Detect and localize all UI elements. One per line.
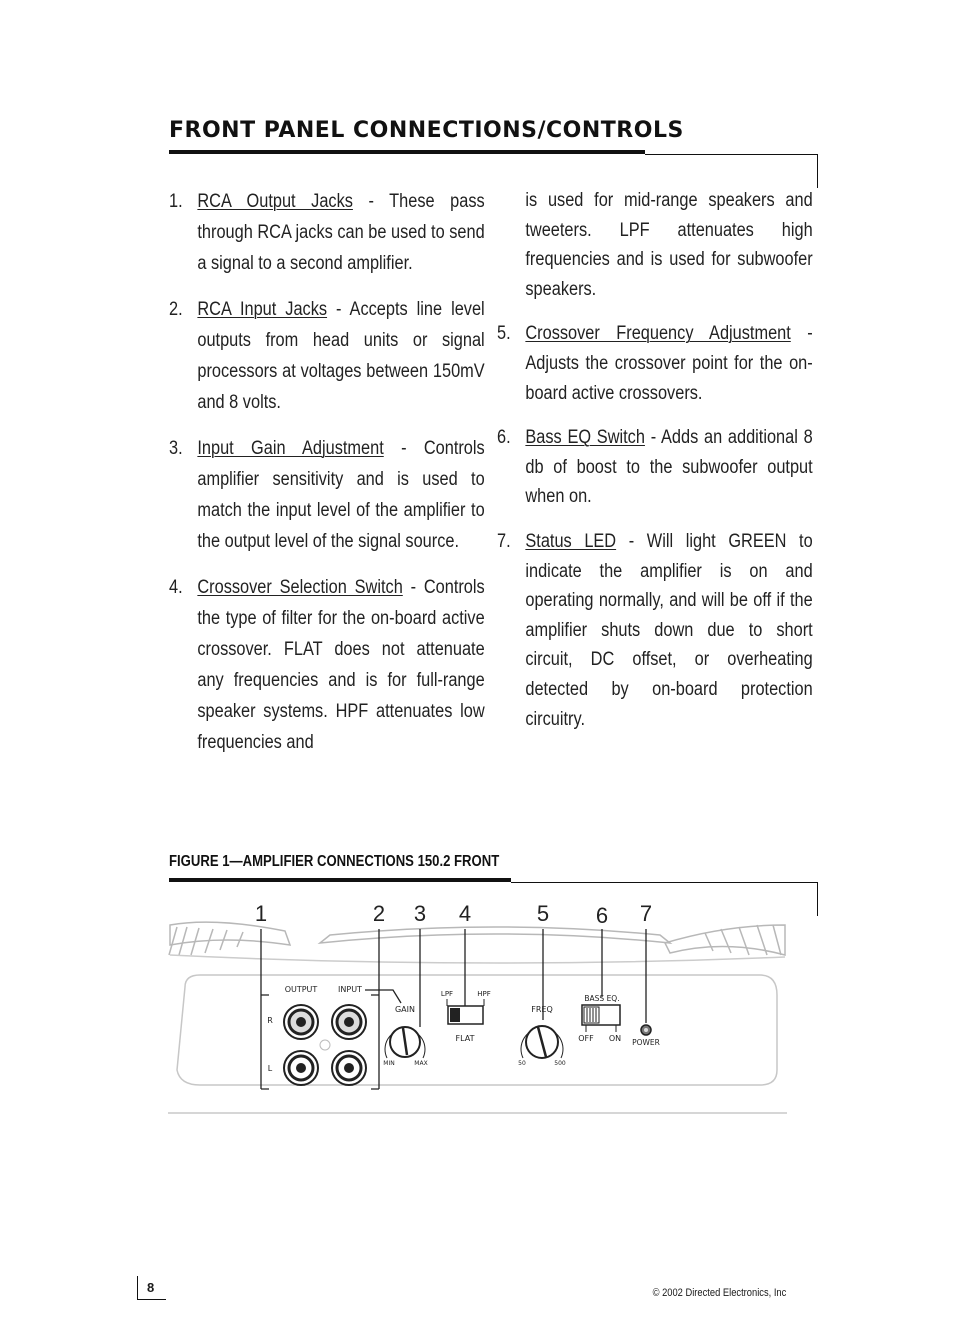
list-item: [169, 186, 485, 279]
label-l: L: [267, 1064, 273, 1073]
item-term: Crossover Selection Switch: [197, 577, 403, 598]
item-separator: -: [352, 191, 390, 212]
page-number: 8: [147, 1280, 155, 1295]
label-off: OFF: [578, 1034, 594, 1043]
frequency-knob: [521, 1026, 563, 1058]
list-item: [169, 433, 485, 557]
callout-5: 5: [536, 901, 550, 926]
item-text: Controls the type of filter for the on-board active crossover. FLAT does not attenuate any frequencies and is for full-range speaker systems. HPF attenuates low frequencies and: [197, 577, 485, 753]
item-separator: -: [402, 577, 424, 598]
item-term: RCA Input Jacks: [197, 299, 328, 320]
label-lpf: LPF: [440, 990, 454, 998]
callout-6: 6: [595, 903, 609, 928]
callout-7: 7: [639, 901, 653, 926]
item-text: Will light GREEN to indicate the amplifier is on and operating normally, and will be off if the amplifier shuts down due to short circuit, DC offset, or overheating detected by on-board protection circuitry.: [525, 530, 813, 730]
label-bass-eq: BASS EQ.: [584, 994, 620, 1003]
item-number: 4.: [169, 577, 183, 598]
item-term: Input Gain Adjustment: [197, 438, 384, 459]
item-separator: -: [644, 427, 661, 449]
label-power: POWER: [632, 1038, 660, 1047]
label-input: INPUT: [338, 985, 362, 994]
label-50: 50: [518, 1060, 526, 1067]
label-on: ON: [608, 1034, 622, 1043]
rca-output-r-jack: [284, 1005, 318, 1039]
item-number: 1.: [169, 191, 183, 212]
item-text: These pass through RCA jacks can be used to send a signal to a second amplifier.: [197, 191, 485, 274]
label-r: R: [267, 1016, 273, 1025]
item-number: 5.: [497, 323, 511, 345]
item-term: RCA Output Jacks: [197, 191, 353, 212]
item-text: Adds an additional 8 db of boost to the subwoofer output when on.: [525, 427, 813, 508]
item-number: 6.: [497, 427, 511, 449]
right-column: [497, 186, 813, 749]
status-led: [641, 1025, 651, 1035]
list-item: [169, 294, 485, 418]
figure-caption: FIGURE 1—AMPLIFIER CONNECTIONS 150.2 FRONT: [169, 853, 500, 870]
figure-rule-thin: [511, 882, 818, 883]
callout-3: 3: [413, 901, 427, 926]
figure-rule-vertical: [817, 882, 818, 916]
figure-rule: [169, 878, 511, 882]
item-separator: -: [616, 530, 647, 552]
label-min: MIN: [383, 1060, 395, 1067]
item-separator: -: [790, 323, 813, 345]
rca-input-l-jack: [332, 1051, 366, 1085]
label-output: OUTPUT: [284, 985, 318, 994]
left-column: [169, 186, 485, 773]
copyright-text: © 2002 Directed Electronics, Inc: [652, 1287, 786, 1299]
amplifier-front-panel-diagram: [165, 895, 790, 1120]
ground-marker: [320, 1040, 330, 1050]
label-500: 500: [554, 1060, 566, 1067]
item-separator: -: [327, 299, 350, 320]
item-separator: -: [383, 438, 424, 459]
callout-2: 2: [372, 901, 386, 926]
heading-rule-vertical: [817, 154, 818, 188]
item-number: 7.: [497, 530, 511, 552]
page-heading: FRONT PANEL CONNECTIONS/CONTROLS: [169, 118, 684, 143]
rca-input-r-jack: [332, 1005, 366, 1039]
rca-output-l-jack: [284, 1051, 318, 1085]
item-text: is used for mid-range speakers and tweeters. LPF attenuates high frequencies and is used for subwoofer speakers.: [525, 190, 813, 300]
list-item: [497, 319, 813, 408]
item-number: 2.: [169, 299, 183, 320]
gain-knob: [385, 1027, 425, 1058]
item-term: Status LED: [525, 530, 617, 552]
item-number: 3.: [169, 438, 183, 459]
item-term: Crossover Frequency Adjustment: [525, 323, 791, 345]
item-text: Controls amplifier sensitivity and is used to match the input level of the amplifier to the output level of the signal source.: [197, 438, 485, 552]
label-flat: FLAT: [455, 1034, 475, 1043]
item-text: Accepts line level outputs from head units or signal processors at voltages between 150mV and 8 volts.: [197, 299, 485, 413]
label-freq: FREQ: [531, 1005, 553, 1014]
page-number-bar: [137, 1276, 138, 1300]
callout-1: 1: [254, 901, 268, 926]
list-item: [497, 527, 813, 734]
label-hpf: HPF: [477, 990, 491, 998]
callout-4: 4: [458, 901, 472, 926]
list-item: [497, 423, 813, 512]
bass-eq-switch: [582, 1005, 620, 1032]
page-number-underline: [137, 1299, 166, 1300]
heading-rule: [169, 150, 645, 154]
list-item: [169, 572, 485, 758]
item-text: Adjusts the crossover point for the on-board active crossovers.: [525, 352, 813, 404]
list-item-continuation: [497, 186, 813, 304]
label-gain: GAIN: [394, 1005, 416, 1014]
heading-rule-thin: [645, 154, 818, 155]
item-term: Bass EQ Switch: [525, 427, 645, 449]
label-max: MAX: [414, 1060, 428, 1067]
